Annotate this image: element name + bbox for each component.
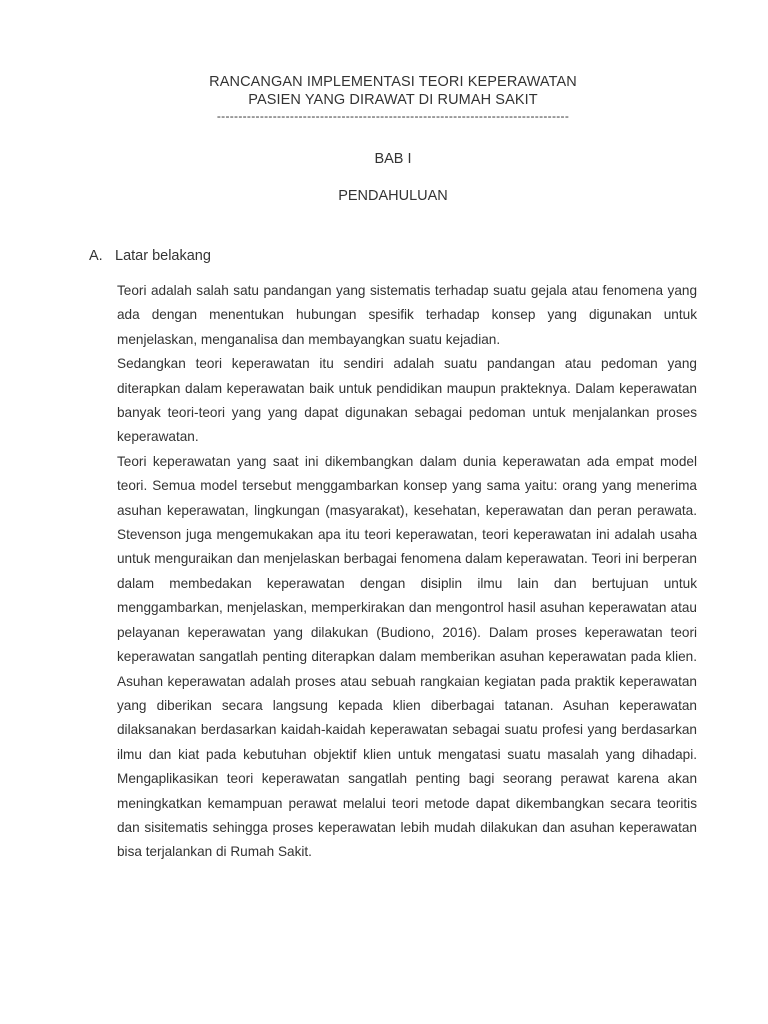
section-heading: [89, 247, 211, 265]
document-title-line-2: PASIEN YANG DIRAWAT DI RUMAH SAKIT: [248, 92, 538, 108]
section-body: [117, 279, 697, 865]
paragraph: Teori keperawatan yang saat ini dikembangkan dalam dunia keperawatan ada empat model teori. Semua model tersebut menggambarkan konsep yang sama yaitu: orang yang menerima asuhan keperawatan, lingkungan (masyarakat), kesehatan, keperawatan dan peran perawata. Stevenson juga mengemukakan apa itu teori keperawatan, teori keperawatan ini adalah usaha untuk menguraikan dan menjelaskan berbagai fenomena dalam keperawatan. Teori ini berperan dalam membedakan keperawatan dengan disiplin ilmu lain dan bertujuan untuk menggambarkan, menjelaskan, memperkirakan dan mengontrol hasil asuhan keperawatan atau pelayanan keperawatan yang dilakukan (Budiono, 2016). Dalam proses keperawatan teori keperawatan sangatlah penting diterapkan dalam memberikan asuhan keperawatan pada klien. Asuhan keperawatan adalah proses atau sebuah rangkaian kegiatan pada praktik keperawatan yang diberikan secara langsung kepada klien diberbagai tatanan. Asuhan keperawatan dilaksanakan berdasarkan kaidah-kaidah keperawatan sebagai suatu profesi yang berdasarkan ilmu dan kiat pada kebutuhan objektif klien untuk mengatasi suatu masalah yang dihadapi. Mengaplikasikan teori keperawatan sangatlah penting bagi seorang perawat karena akan meningkatkan kemampuan perawat melalui teori metode dapat dikembangkan secara teoritis dan sisitematis sehingga proses keperawatan lebih mudah dilakukan dan asuhan keperawatan bisa terjalankan di Rumah Sakit.: [117, 453, 697, 860]
chapter-number: BAB I: [374, 151, 412, 167]
section-letter: A.: [89, 248, 103, 264]
section-title: Latar belakang: [115, 248, 211, 264]
title-separator: ----------------------------------------------------------------------------------: [216, 109, 570, 123]
paragraph: Teori adalah salah satu pandangan yang sistematis terhadap suatu gejala atau fenomena yang ada dengan menentukan hubungan spesifik terhadap konsep yang digunakan untuk menjelaskan, menganalisa dan membayangkan suatu kejadian.: [117, 283, 697, 347]
chapter-title: PENDAHULUAN: [338, 188, 448, 204]
paragraph: Sedangkan teori keperawatan itu sendiri adalah suatu pandangan atau pedoman yang diterapkan dalam keperawatan baik untuk pendidikan maupun prakteknya. Dalam keperawatan banyak teori-teori yang yang dapat digunakan sebagai pedoman untuk menjalankan proses keperawatan.: [117, 356, 697, 445]
document-title-line-1: RANCANGAN IMPLEMENTASI TEORI KEPERAWATAN: [209, 74, 577, 90]
